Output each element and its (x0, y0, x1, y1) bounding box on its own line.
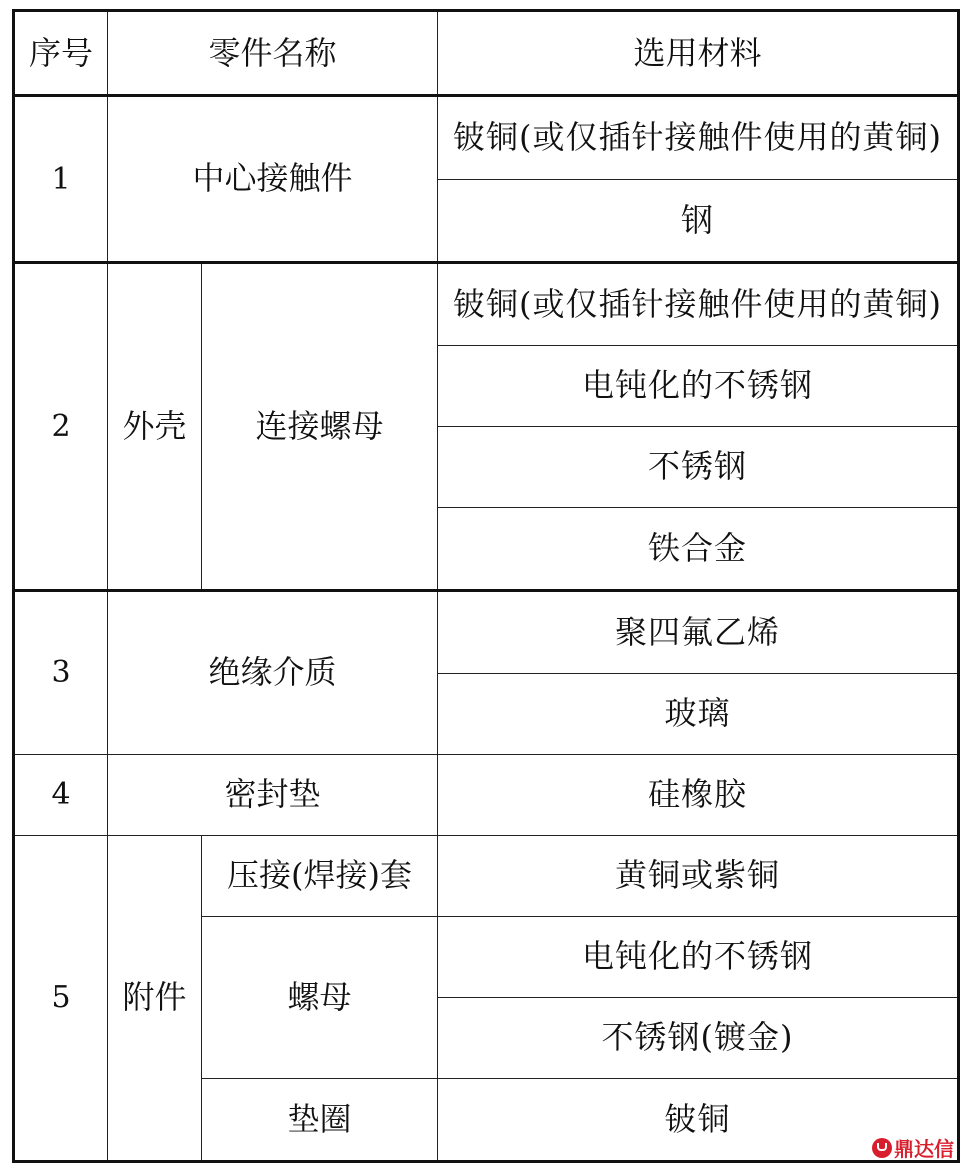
material-cell: 铍铜(或仅插针接触件使用的黄铜) (438, 262, 959, 345)
header-row (14, 11, 959, 96)
row-number: 3 (14, 590, 108, 754)
table-row (14, 590, 959, 673)
part-name: 中心接触件 (108, 96, 438, 262)
material-cell: 硅橡胶 (438, 755, 959, 836)
table-row (14, 96, 959, 179)
material-cell: 铍铜 (438, 1078, 959, 1161)
material-cell: 铍铜(或仅插针接触件使用的黄铜) (438, 96, 959, 179)
row-number: 4 (14, 755, 108, 836)
material-cell: 玻璃 (438, 674, 959, 755)
material-cell: 不锈钢 (438, 426, 959, 507)
material-cell: 电钝化的不锈钢 (438, 916, 959, 997)
sub-part-name: 螺母 (202, 916, 438, 1078)
table-row (14, 835, 959, 916)
table-row (14, 262, 959, 345)
part-name: 附件 (108, 835, 202, 1161)
material-cell: 电钝化的不锈钢 (438, 345, 959, 426)
part-name: 外壳 (108, 262, 202, 590)
row-number: 1 (14, 96, 108, 262)
material-cell: 聚四氟乙烯 (438, 590, 959, 673)
part-name: 密封垫 (108, 755, 438, 836)
logo-icon (872, 1138, 892, 1158)
header-part: 零件名称 (108, 11, 438, 96)
row-number: 2 (14, 262, 108, 590)
sub-part-name: 连接螺母 (202, 262, 438, 590)
table-row (14, 755, 959, 836)
watermark-text: 鼎达信 (894, 1137, 954, 1161)
header-no: 序号 (14, 11, 108, 96)
part-name: 绝缘介质 (108, 590, 438, 754)
watermark-logo (872, 1133, 954, 1162)
material-cell: 不锈钢(镀金) (438, 997, 959, 1078)
material-cell: 黄铜或紫铜 (438, 835, 959, 916)
row-number: 5 (14, 835, 108, 1161)
material-cell: 钢 (438, 179, 959, 262)
header-material: 选用材料 (438, 11, 959, 96)
materials-table (12, 9, 960, 1163)
material-cell: 铁合金 (438, 507, 959, 590)
sub-part-name: 垫圈 (202, 1078, 438, 1161)
sub-part-name: 压接(焊接)套 (202, 835, 438, 916)
